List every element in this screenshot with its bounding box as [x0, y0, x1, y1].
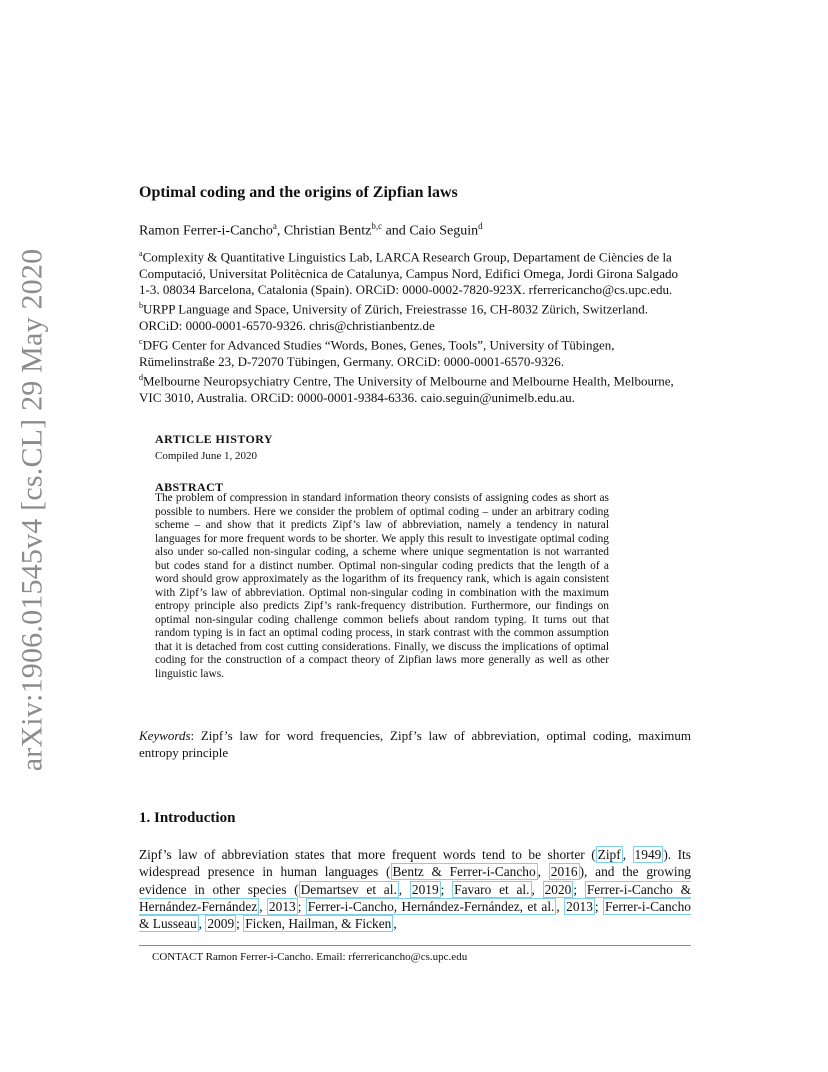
arxiv-stamp: [4, 248, 60, 772]
body-text: Zipf’s law of abbreviation states that more frequent words tend to be shorter (: [139, 847, 596, 862]
body-text: ,: [537, 864, 549, 880]
keywords: [139, 727, 691, 761]
author-affiliation-mark: a: [272, 221, 277, 231]
citation-link[interactable]: Bentz & Ferrer-i-Cancho: [392, 864, 536, 880]
citation-link[interactable]: 2013: [268, 898, 296, 914]
affiliation-mark: d: [139, 373, 143, 383]
citation-link[interactable]: Favaro et al.: [454, 881, 530, 897]
citation-link[interactable]: 2016: [550, 864, 578, 880]
affiliation-item: [139, 334, 691, 370]
citation-link[interactable]: 2019: [411, 881, 439, 897]
citation-link[interactable]: 2013: [566, 898, 593, 914]
introduction-paragraph: [139, 846, 691, 932]
body-text: ;: [594, 898, 603, 914]
compiled-date: Compiled June 1, 2020: [155, 450, 258, 462]
abstract-heading: ABSTRACT: [155, 480, 224, 494]
body-text: ;: [297, 898, 306, 914]
body-text: ;: [440, 881, 453, 897]
body-text: ,: [393, 916, 397, 932]
affiliation-item: [139, 298, 691, 334]
affiliation-text: Melbourne Neuropsychiatry Centre, The University of Melbourne and Melbourne Health, Melbourne, VIC 3010, Australia. ORCiD: 0000-0001-9384-6336. caio.seguin@unimelb.edu.au.: [139, 373, 674, 405]
keywords-label: Keywords: [139, 728, 191, 743]
body-text: ,: [556, 898, 565, 914]
affiliation-item: [139, 370, 691, 406]
affiliation-mark: a: [139, 249, 143, 258]
citation-link[interactable]: Zipf: [597, 847, 621, 862]
contact-footnote: CONTACT Ramon Ferrer-i-Cancho. Email: rferrericancho@cs.upc.edu: [152, 951, 468, 963]
body-text: ,: [531, 881, 543, 897]
author-separator: and: [382, 223, 410, 239]
affiliation-mark: b: [139, 301, 143, 311]
citation-link[interactable]: 2020: [544, 881, 572, 897]
citation-link[interactable]: Demartsev et al.: [300, 881, 397, 897]
body-text: ,: [198, 916, 206, 932]
affiliation-text: Complexity & Quantitative Linguistics Lab, LARCA Research Group, Departament de Ciències de la Computació, Universitat Politècnica de Catalunya, Campus Nord, Edifici Omega, Jordi Girona Salgado 1-3. 08034 Barcelona, Catalonia (Spain). ORCiD: 0000-0002-7820-923X. rferrericancho@cs.upc.edu.: [139, 249, 679, 297]
citation-link[interactable]: 1949: [634, 847, 662, 862]
body-text: ;: [573, 881, 585, 897]
body-text: ,: [622, 847, 633, 862]
citation-link[interactable]: Ferrer-i-Cancho, Hernández-Fernández, et al.: [307, 898, 555, 914]
affiliation-text: URPP Language and Space, University of Zürich, Freiestrasse 16, CH-8032 Zürich, Switzerland. ORCiD: 0000-0001-6570-9326. chris@christianbentz.de: [139, 301, 648, 333]
affiliations: [139, 246, 691, 406]
paper-title: Optimal coding and the origins of Zipfian laws: [139, 184, 458, 201]
body-text: ). Its widespread presence in human languages (: [139, 847, 691, 880]
section-heading: 1. Introduction: [139, 810, 236, 826]
body-text: ,: [259, 898, 267, 914]
article-history-heading: ARTICLE HISTORY: [155, 432, 273, 446]
author-list: [139, 221, 483, 240]
citation-link[interactable]: Ferrer-i-Cancho & Hernández-Fernández: [139, 881, 691, 914]
author-name: Ramon Ferrer-i-Cancho: [139, 223, 273, 239]
footnote-rule: [139, 945, 691, 946]
author-name: Christian Bentz: [283, 223, 372, 239]
author-affiliation-mark: b,c: [371, 221, 383, 231]
citation-link[interactable]: 2009: [207, 916, 235, 932]
author-separator: ,: [276, 223, 284, 239]
abstract-text: The problem of compression in standard information theory consists of assigning codes as short as possible to numbers. Here we consider the problem of optimal coding – under an arbitrary coding scheme – and show that it predicts Zipf’s law of abbreviation, namely a tendency in natural languages for more frequent words to be shorter. We apply this result to investigate optimal coding also under so-called non-singular coding, a scheme where unique segmentation is not warranted but codes stand for a distinct number. Optimal non-singular coding predicts that the length of a word should grow approximately as the logarithm of its frequency rank, which is again consistent with Zipf’s law of abbreviation. Optimal non-singular coding in combination with the maximum entropy principle also predicts Zipf’s rank-frequency distribution. Furthermore, our findings on optimal non-singular coding challenge common beliefs about random typing. It turns out that random typing is in fact an optimal coding process, in stark contrast with the common assumption that it is detached from cost cutting considerations. Finally, we discuss the implications of optimal coding for the construction of a compact theory of Zipfian laws more generally as well as other linguistic laws.: [155, 492, 609, 680]
affiliation-text: DFG Center for Advanced Studies “Words, Bones, Genes, Tools”, University of Tübingen, Rümelinstraße 23, D-72070 Tübingen, Germany. ORCiD: 0000-0001-6570-9326.: [139, 337, 615, 369]
affiliation-item: [139, 246, 691, 298]
author-name: Caio Seguin: [409, 223, 479, 239]
keywords-text: : Zipf’s law for word frequencies, Zipf’s law of abbreviation, optimal coding, maximum entropy principle: [139, 728, 691, 760]
arxiv-stamp-text: arXiv:1906.01545v4 [cs.CL] 29 May 2020: [15, 248, 49, 772]
body-text: ), and the growing evidence in other species (: [139, 864, 691, 897]
body-text: ,: [398, 881, 410, 897]
author-affiliation-mark: d: [478, 221, 483, 231]
citation-link[interactable]: Ficken, Hailman, & Ficken: [245, 916, 392, 932]
citation-link[interactable]: Ferrer-i-Cancho & Lusseau: [139, 898, 691, 932]
affiliation-mark: c: [139, 337, 143, 347]
body-text: ;: [236, 916, 244, 932]
